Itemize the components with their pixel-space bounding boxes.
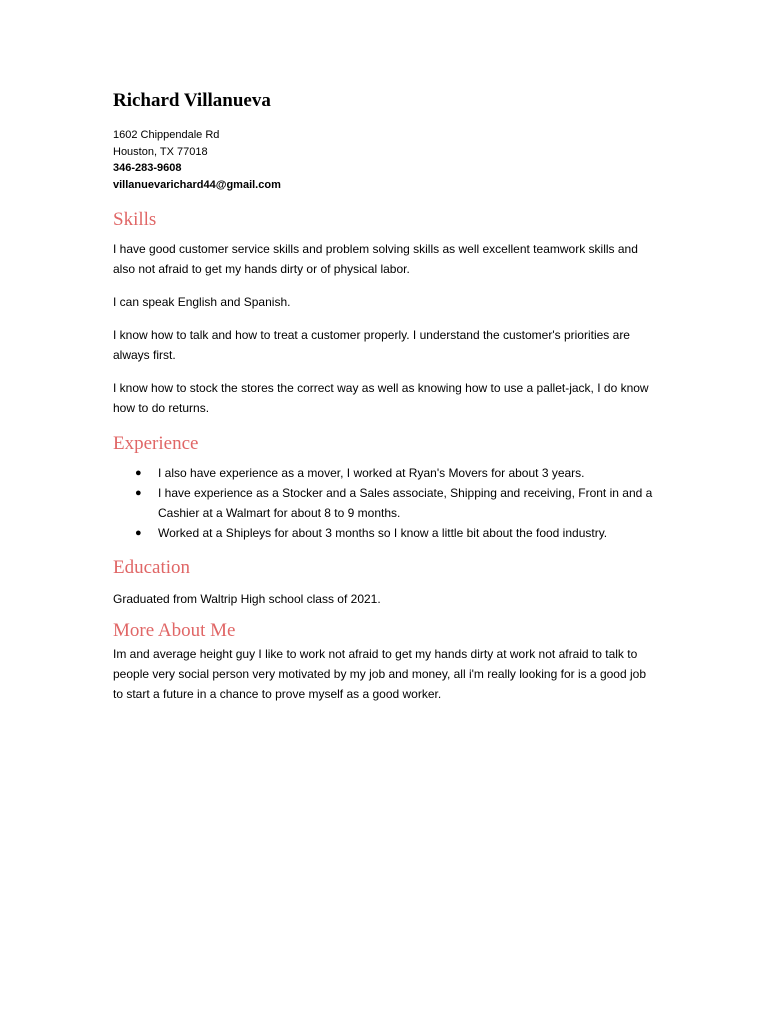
more-about-me-text: Im and average height guy I like to work not afraid to get my hands dirty at work not afraid to talk to people very social person very motivated by my job and money, all i'm really looking for is a good job to start a future in a chance to prove myself as a good worker. [113, 647, 646, 701]
skills-paragraph: I can speak English and Spanish. [113, 295, 291, 309]
skills-heading: Skills [113, 209, 157, 230]
experience-section [113, 431, 653, 543]
experience-item-text: I have experience as a Stocker and a Sales associate, Shipping and receiving, Front in and a Cashier at a Walmart for about 8 to 9 months. [158, 486, 653, 520]
bullet-icon: ● [135, 467, 142, 479]
experience-item [113, 523, 653, 543]
experience-item-text: I also have experience as a mover, I worked at Ryan's Movers for about 3 years. [158, 466, 585, 480]
experience-item-text: Worked at a Shipleys for about 3 months so I know a little bit about the food industry. [158, 526, 608, 540]
education-section [113, 555, 653, 609]
skills-paragraph: I know how to talk and how to treat a customer properly. I understand the customer's priorities are always first. [113, 328, 630, 362]
experience-list [113, 463, 653, 543]
more-about-me-section [113, 618, 653, 704]
experience-heading: Experience [113, 433, 199, 454]
email-address: villanuevarichard44@gmail.com [113, 178, 281, 191]
experience-item [113, 463, 653, 483]
experience-item [113, 483, 653, 523]
more-about-me-heading: More About Me [113, 620, 236, 641]
skills-section [113, 207, 653, 418]
skills-paragraph: I have good customer service skills and problem solving skills as well excellent teamwork skills and also not afraid to get my hands dirty or of physical labor. [113, 242, 638, 276]
address-line-2: Houston, TX 77018 [113, 145, 208, 158]
education-text: Graduated from Waltrip High school class of 2021. [113, 592, 381, 606]
address-line-1: 1602 Chippendale Rd [113, 129, 220, 141]
bullet-icon: ● [135, 527, 142, 539]
resume-page [113, 88, 653, 704]
contact-block [113, 127, 653, 193]
bullet-icon: ● [135, 487, 142, 499]
skills-paragraph: I know how to stock the stores the correct way as well as knowing how to use a pallet-jack, I do know how to do returns. [113, 381, 649, 415]
education-heading: Education [113, 557, 191, 578]
candidate-name: Richard Villanueva [113, 90, 271, 111]
phone-number: 346-283-9608 [113, 162, 182, 174]
